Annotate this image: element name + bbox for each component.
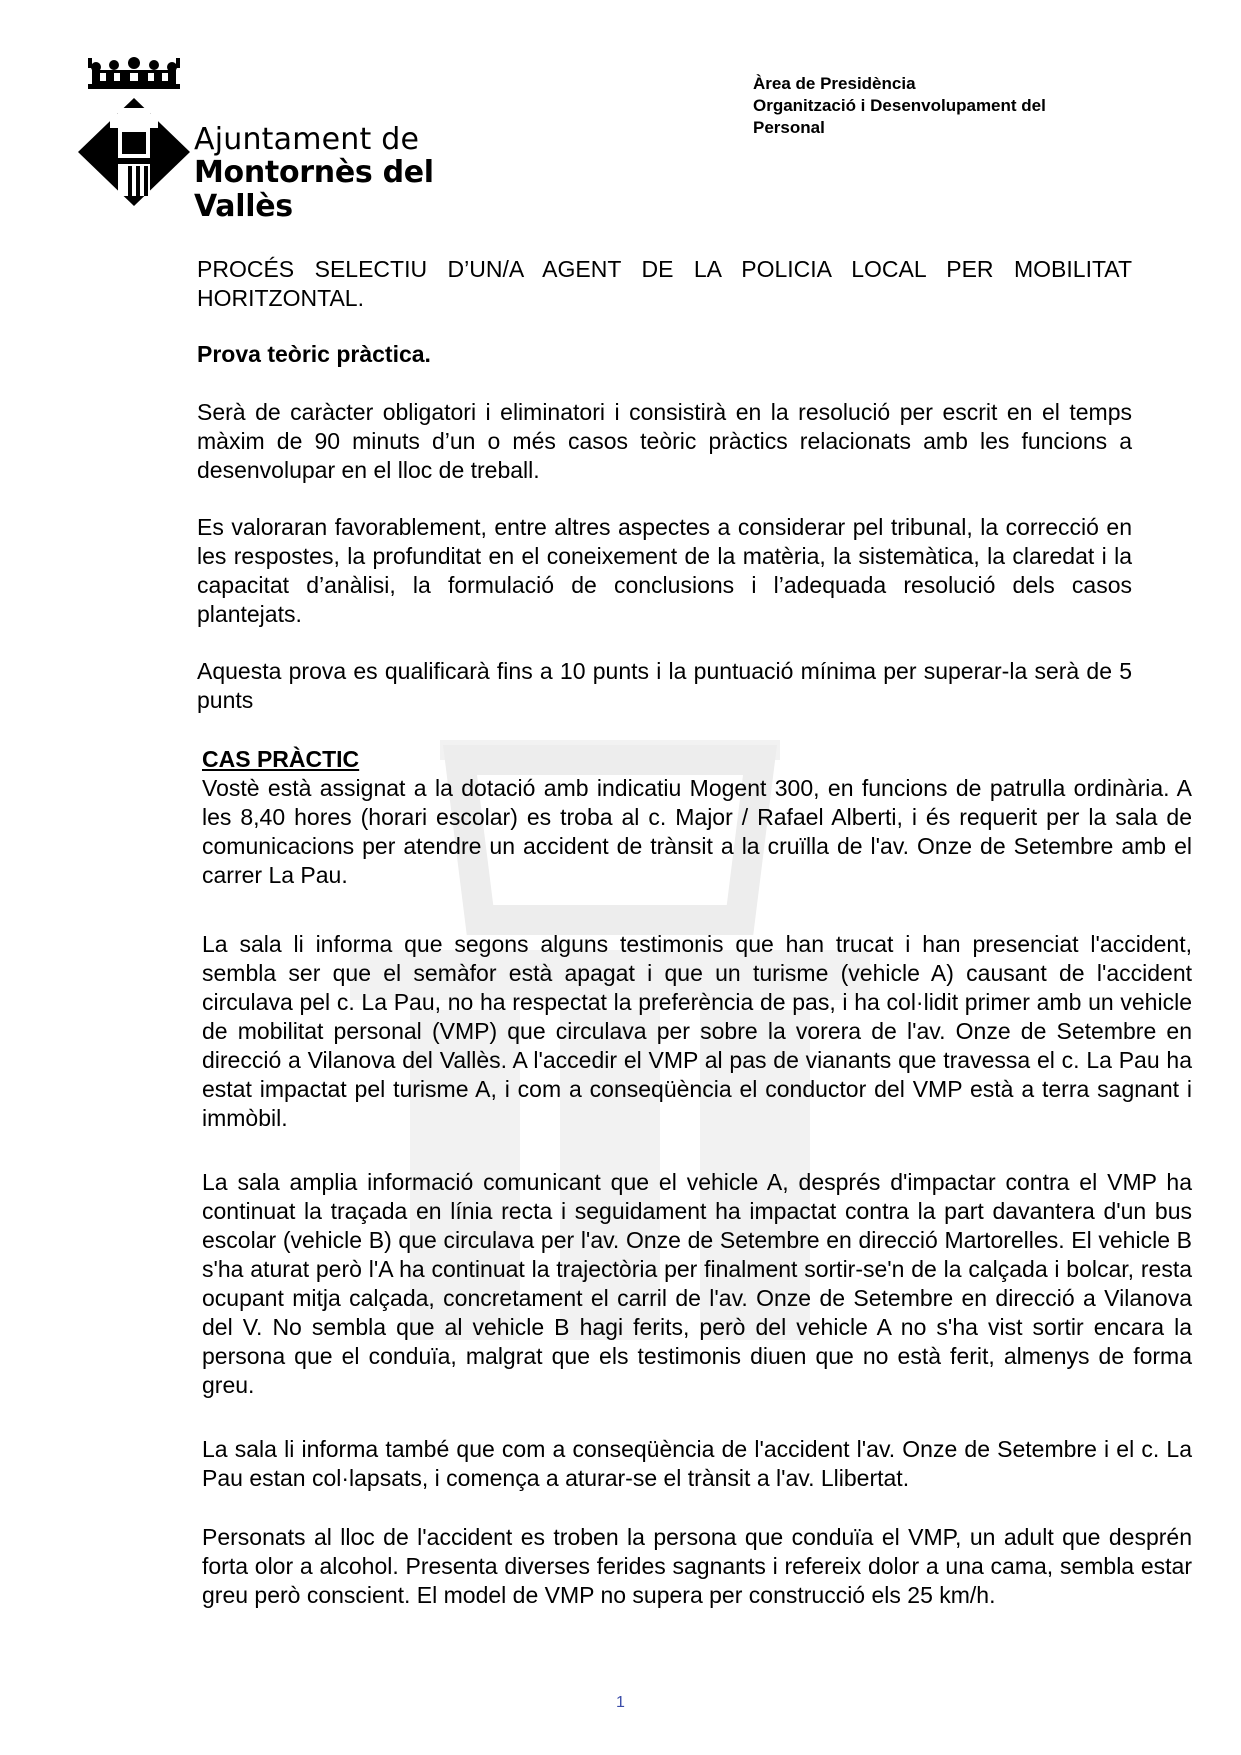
department-line: Organització i Desenvolupament del xyxy=(753,96,1046,115)
logo-line-1: Ajuntament de xyxy=(194,122,420,157)
department-header xyxy=(753,73,1046,139)
document-title: PROCÉS SELECTIU D’UN/A AGENT DE LA POLICIA LOCAL PER MOBILITAT HORITZONTAL. xyxy=(197,256,1132,311)
case-paragraph: Personats al lloc de l'accident es troben la persona que conduïa el VMP, un adult que desprén forta olor a alcohol. Presenta diverses ferides sagnants i refereix dolor a una cama, sembla estar greu però conscient. El model de VMP no supera per construcció els 25 km/h. xyxy=(202,1524,1192,1608)
document-subtitle: Prova teòric pràctica. xyxy=(197,341,431,367)
department-line: Personal xyxy=(753,118,825,137)
logo xyxy=(78,56,508,224)
case-heading: CAS PRÀCTIC xyxy=(202,746,360,772)
department-line: Àrea de Presidència xyxy=(753,74,916,93)
case-paragraph: La sala amplia informació comunicant que el vehicle A, després d'impactar contra el VMP ha continuat la traçada en línia recta i seguidament ha impactat contra la part davantera d'un bus escolar (vehicle B) que circulava per l'av. Onze de Setembre en direcció Martorelles. El vehicle B s'ha aturat però l'A ha continuat la trajectòria per finalment sortir-se'n de la calçada i bolcar, resta ocupant mitja calçada, concretament el carril de l'av. Onze de Setembre en direcció a Vilanova del V. No sembla que al vehicle B hagi ferits, però del vehicle A no s'ha vist sortir encara la persona que el conduïa, malgrat que els testimonis diuen que no està ferit, almenys de forma greu. xyxy=(202,1169,1192,1398)
paragraph: Serà de caràcter obligatori i eliminatori i consistirà en la resolució per escrit en el temps màxim de 90 minuts d’un o més casos teòric pràctics relacionats amb les funcions a desenvolupar en el lloc de treball. xyxy=(197,399,1132,483)
page-number: 1 xyxy=(616,1694,625,1711)
case-paragraph: La sala li informa que segons alguns testimonis que han trucat i han presenciat l'accident, sembla ser que el semàfor està apagat i que un turisme (vehicle A) causant de l'accident circulava pel c. La Pau, no ha respectat la preferència de pas, i ha col·lidit primer amb un vehicle de mobilitat personal (VMP) que circulava per sobre la vorera de l'av. Onze de Setembre en direcció a Vilanova del Vallès. A l'accedir el VMP al pas de vianants que travessa el c. La Pau ha estat impactat pel turisme A, i com a conseqüència el conductor del VMP està a terra sagnant i immòbil. xyxy=(202,931,1192,1131)
paragraph: Aquesta prova es qualificarà fins a 10 punts i la puntuació mínima per superar-la serà de 5 punts xyxy=(197,658,1132,713)
case-paragraph: La sala li informa també que com a conseqüència de l'accident l'av. Onze de Setembre i el c. La Pau estan col·lapsats, i comença a aturar-se el trànsit a l'av. Llibertat. xyxy=(202,1436,1192,1491)
logo-line-2: Montornès del Vallès xyxy=(194,155,434,224)
paragraph: Es valoraran favorablement, entre altres aspectes a considerar pel tribunal, la correcció en les respostes, la profunditat en el coneixement de la matèria, la sistemàtica, la claredat i la capacitat d’anàlisi, la formulació de conclusions i l’adequada resolució dels casos plantejats. xyxy=(197,514,1132,627)
case-paragraph: Vostè està assignat a la dotació amb indicatiu Mogent 300, en funcions de patrulla ordinària. A les 8,40 hores (horari escolar) es troba al c. Major / Rafael Alberti, i és requerit per la sala de comunicacions per atendre un accident de trànsit a la cruïlla de l'av. Onze de Setembre amb el carrer La Pau. xyxy=(202,775,1192,888)
coat-of-arms-icon xyxy=(78,56,208,206)
